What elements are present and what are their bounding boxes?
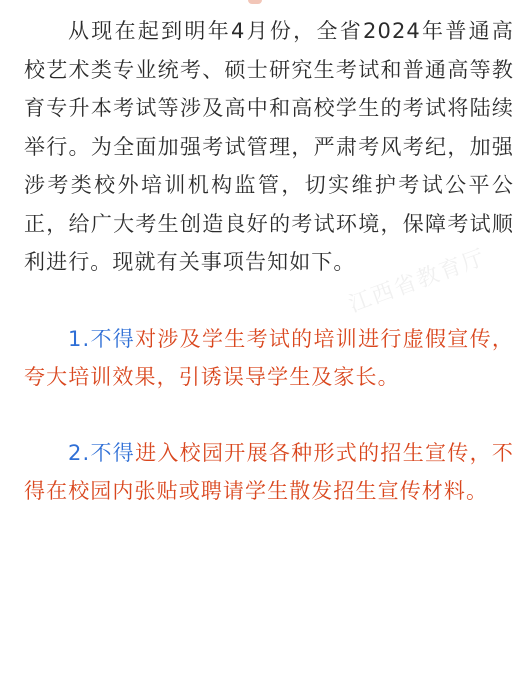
rule-item-2-keyword: 不得 xyxy=(90,440,136,465)
notice-content xyxy=(24,0,514,511)
watermark: 江西省教育厅 xyxy=(345,245,490,318)
rule-item-2 xyxy=(24,434,514,511)
rule-item-1 xyxy=(24,320,514,397)
rule-item-1-text: 对涉及学生考试的培训进行虚假宣传，夸大培训效果，引诱误导学生及家长。 xyxy=(24,326,514,389)
intro-paragraph: 从现在起到明年4月份，全省2024年普通高校艺术类专业统考、硕士研究生考试和普通高等教育专升本考试等涉及高中和高校学生的考试将陆续举行。为全面加强考试管理，严肃考风考纪，加强涉考类校外培训机构监管，切实维护考试公平公正，给广大考生创造良好的考试环境，保障考试顺利进行。现就有关事项告知如下。 xyxy=(24,19,514,274)
rule-item-1-keyword: 不得 xyxy=(90,326,136,351)
rule-item-2-number: 2. xyxy=(68,440,91,465)
rule-item-1-number: 1. xyxy=(68,326,91,351)
rule-item-2-text: 进入校园开展各种形式的招生宣传，不得在校园内张贴或聘请学生散发招生宣传材料。 xyxy=(24,440,514,503)
